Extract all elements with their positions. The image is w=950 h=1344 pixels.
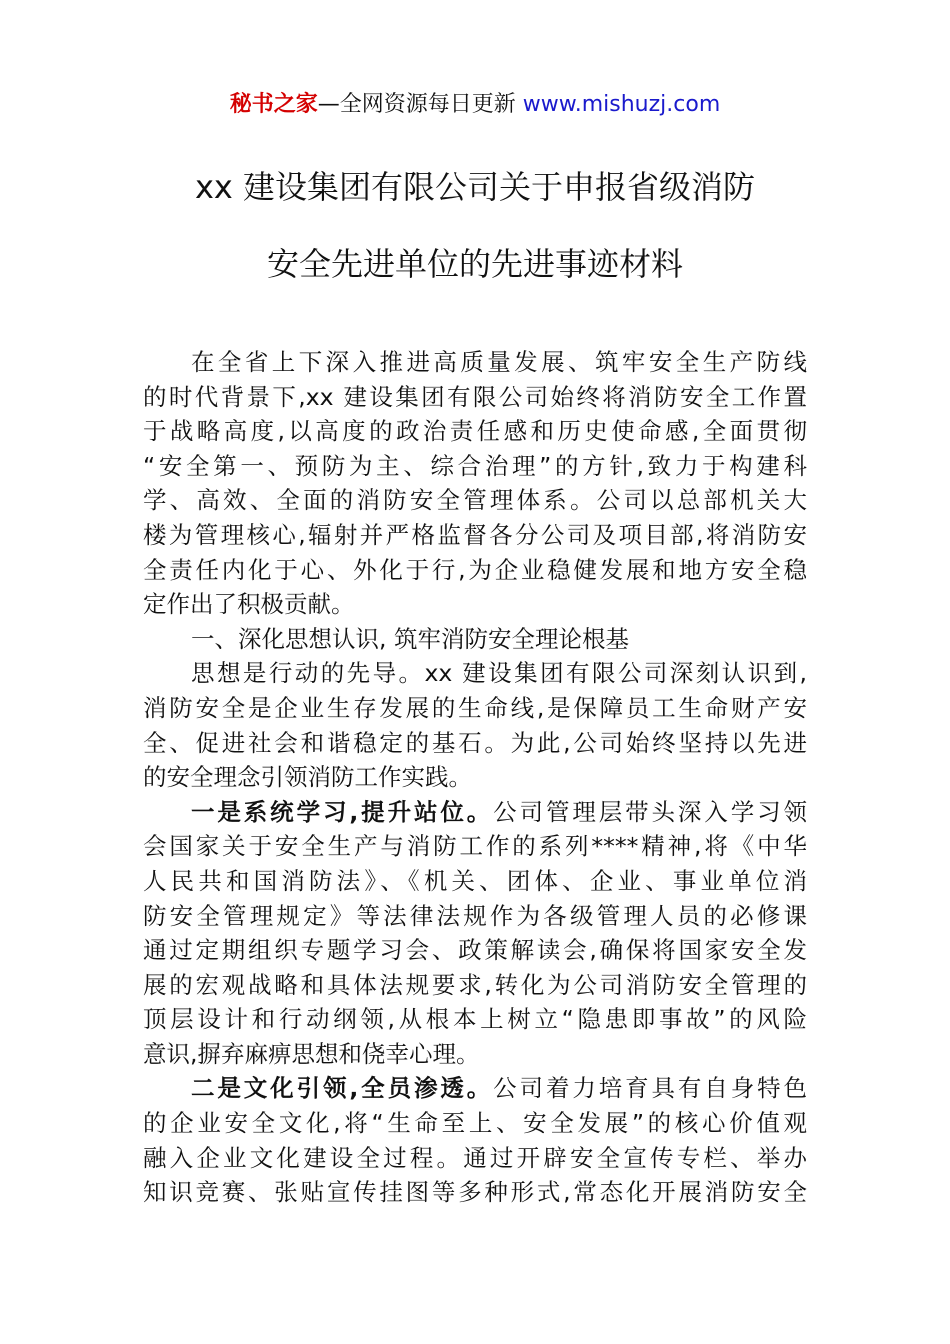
site-brand: 秘书之家 bbox=[229, 92, 318, 117]
text-line: 意识,摒弃麻痹思想和侥幸心理。 bbox=[143, 1039, 480, 1068]
text-line: 的时代背景下,xx 建设集团有限公司始终将消防安全工作置 bbox=[143, 382, 807, 411]
paragraph-intro bbox=[143, 345, 807, 622]
title-line-2: 安全先进单位的先进事迹材料 bbox=[266, 245, 683, 283]
site-tagline: —全网资源每日更新 bbox=[317, 92, 523, 117]
text-line: 于战略高度,以高度的政治责任感和历史使命感,全面贯彻 bbox=[143, 417, 807, 446]
text-line: 思想是行动的先导。xx 建设集团有限公司深刻认识到, bbox=[191, 659, 807, 688]
text-line bbox=[143, 795, 807, 830]
point-lead-2: 二是文化引领,全员渗透。 bbox=[191, 1074, 494, 1103]
text-line bbox=[143, 1071, 807, 1106]
point-rest-1: 公司管理层带头深入学习领 bbox=[493, 797, 807, 826]
text-line: 会国家关于安全生产与消防工作的系列****精神,将《中华 bbox=[143, 832, 807, 861]
text-line: 的安全理念引领消防工作实践。 bbox=[143, 763, 472, 792]
paragraph-thought bbox=[143, 656, 807, 794]
site-header bbox=[0, 88, 950, 122]
text-line: 的企业安全文化,将“生命至上、安全发展”的核心价值观 bbox=[143, 1109, 807, 1138]
text-line: 在全省上下深入推进高质量发展、筑牢安全生产防线 bbox=[191, 348, 807, 376]
document-body bbox=[143, 345, 807, 1210]
text-line: 知识竞赛、张贴宣传挂图等多种形式,常态化开展消防安全 bbox=[143, 1178, 807, 1207]
document-title bbox=[100, 162, 850, 289]
text-line: 定作出了积极贡献。 bbox=[143, 590, 355, 619]
text-line: “安全第一、预防为主、综合治理”的方针,致力于构建科 bbox=[143, 451, 807, 480]
text-line: 融入企业文化建设全过程。通过开辟安全宣传专栏、举办 bbox=[143, 1143, 807, 1172]
text-line: 人民共和国消防法》、《机关、团体、企业、事业单位消 bbox=[143, 866, 807, 895]
paragraph-culture bbox=[143, 1071, 807, 1209]
text-line: 学、高效、全面的消防安全管理体系。公司以总部机关大 bbox=[143, 486, 807, 515]
paragraph-study bbox=[143, 795, 807, 1072]
text-line: 楼为管理核心,辐射并严格监督各分公司及项目部,将消防安 bbox=[143, 520, 807, 549]
site-url-link[interactable]: www.mishuzj.com bbox=[522, 92, 721, 117]
title-line-1: xx 建设集团有限公司关于申报省级消防 bbox=[194, 168, 756, 206]
text-line: 全、促进社会和谐稳定的基石。为此,公司始终坚持以先进 bbox=[143, 728, 807, 757]
point-rest-2: 公司着力培育具有自身特色 bbox=[493, 1074, 807, 1103]
text-line: 消防安全是企业生存发展的生命线,是保障员工生命财产安 bbox=[143, 693, 807, 722]
text-line: 展的宏观战略和具体法规要求,转化为公司消防安全管理的 bbox=[143, 970, 807, 999]
section-heading-1: 一、深化思想认识, 筑牢消防安全理论根基 bbox=[191, 624, 629, 653]
text-line: 防安全管理规定》等法律法规作为各级管理人员的必修课 bbox=[143, 901, 807, 930]
point-lead-1: 一是系统学习,提升站位。 bbox=[191, 797, 494, 826]
text-line: 通过定期组织专题学习会、政策解读会,确保将国家安全发 bbox=[143, 936, 807, 965]
text-line: 全责任内化于心、外化于行,为企业稳健发展和地方安全稳 bbox=[143, 555, 807, 584]
text-line: 顶层设计和行动纲领,从根本上树立“隐患即事故”的风险 bbox=[143, 1005, 807, 1034]
